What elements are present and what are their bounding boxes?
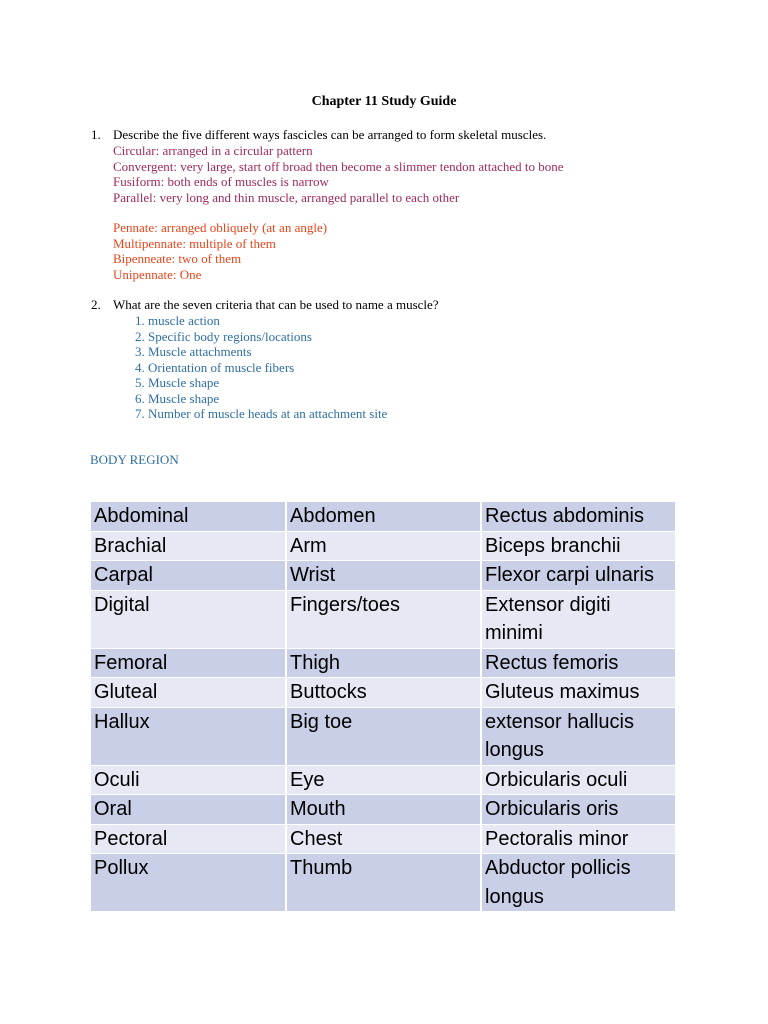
table-cell-region: Abdominal	[91, 502, 286, 531]
table-row	[91, 590, 676, 648]
table-cell-location: Thumb	[286, 854, 481, 912]
table-row	[91, 531, 676, 561]
answer-pennate: Pennate: arranged obliquely (at an angle)	[113, 220, 328, 235]
table-cell-location: Fingers/toes	[286, 590, 481, 648]
table-cell-region: Digital	[91, 590, 286, 648]
table-row	[91, 678, 676, 708]
question-1-text: Describe the five different ways fascicles can be arranged to form skeletal muscles.	[113, 127, 547, 142]
answer-unipennate: Unipennate: One	[113, 266, 202, 282]
criterion-5: 5. Muscle shape	[135, 375, 220, 390]
answer-multipennate: Multipennate: multiple of them	[113, 235, 276, 251]
table-cell-muscle: Orbicularis oris	[481, 795, 676, 825]
criterion-1: 1. muscle action	[135, 313, 220, 328]
table-cell-region: Pollux	[91, 854, 286, 912]
criterion-6: 6. Muscle shape	[135, 390, 220, 406]
table-cell-region: Carpal	[91, 561, 286, 591]
question-1	[91, 127, 546, 143]
table-cell-muscle: Pectoralis minor	[481, 824, 676, 854]
answer-convergent: Convergent: very large, start off broad then become a slimmer tendon attached to bone	[113, 158, 564, 174]
table-cell-muscle: Abductor pollicis longus	[481, 854, 676, 912]
table-cell-location: Mouth	[286, 795, 481, 825]
table-row	[91, 795, 676, 825]
table-cell-region: Pectoral	[91, 824, 286, 854]
table-cell-muscle: Gluteus maximus	[481, 678, 676, 708]
table-cell-location: Thigh	[286, 648, 481, 678]
table-row	[91, 502, 676, 531]
table-cell-location: Wrist	[286, 561, 481, 591]
table-cell-muscle: Rectus femoris	[481, 648, 676, 678]
table-cell-muscle: Flexor carpi ulnaris	[481, 561, 676, 591]
answer-circular: Circular: arranged in a circular pattern	[113, 143, 313, 158]
table-row	[91, 561, 676, 591]
table-row	[91, 707, 676, 765]
table-cell-location: Buttocks	[286, 678, 481, 708]
question-1-number: 1.	[91, 127, 101, 142]
table-cell-region: Hallux	[91, 707, 286, 765]
table-cell-location: Arm	[286, 531, 481, 561]
table-cell-region: Brachial	[91, 531, 286, 561]
criterion-2: 2. Specific body regions/locations	[135, 328, 312, 344]
question-2-text: What are the seven criteria that can be used to name a muscle?	[113, 297, 439, 312]
table-cell-region: Oculi	[91, 765, 286, 795]
table-cell-muscle: Biceps branchii	[481, 531, 676, 561]
table-cell-muscle: Orbicularis oculi	[481, 765, 676, 795]
table-cell-region: Gluteal	[91, 678, 286, 708]
criterion-4: 4. Orientation of muscle fibers	[135, 359, 295, 375]
table-cell-location: Big toe	[286, 707, 481, 765]
answer-parallel: Parallel: very long and thin muscle, arranged parallel to each other	[113, 189, 460, 205]
criterion-3: 3. Muscle attachments	[135, 344, 252, 359]
page-title: Chapter 11 Study Guide	[311, 94, 457, 109]
section-label-body-region: BODY REGION	[90, 452, 179, 467]
table-row	[91, 648, 676, 678]
table-cell-location: Abdomen	[286, 502, 481, 531]
question-2	[91, 297, 439, 313]
table-row	[91, 854, 676, 912]
table-cell-muscle: Extensor digiti minimi	[481, 590, 676, 648]
table-cell-region: Femoral	[91, 648, 286, 678]
criterion-7: 7. Number of muscle heads at an attachment site	[135, 406, 388, 421]
body-region-table	[91, 502, 677, 912]
table-cell-region: Oral	[91, 795, 286, 825]
table-row	[91, 765, 676, 795]
answer-bipennate: Bipenneate: two of them	[113, 251, 242, 266]
question-2-number: 2.	[91, 297, 101, 312]
answer-fusiform: Fusiform: both ends of muscles is narrow	[113, 174, 329, 189]
table-cell-location: Eye	[286, 765, 481, 795]
table-cell-muscle: Rectus abdominis	[481, 502, 676, 531]
table-cell-location: Chest	[286, 824, 481, 854]
table-cell-muscle: extensor hallucis longus	[481, 707, 676, 765]
table-row	[91, 824, 676, 854]
